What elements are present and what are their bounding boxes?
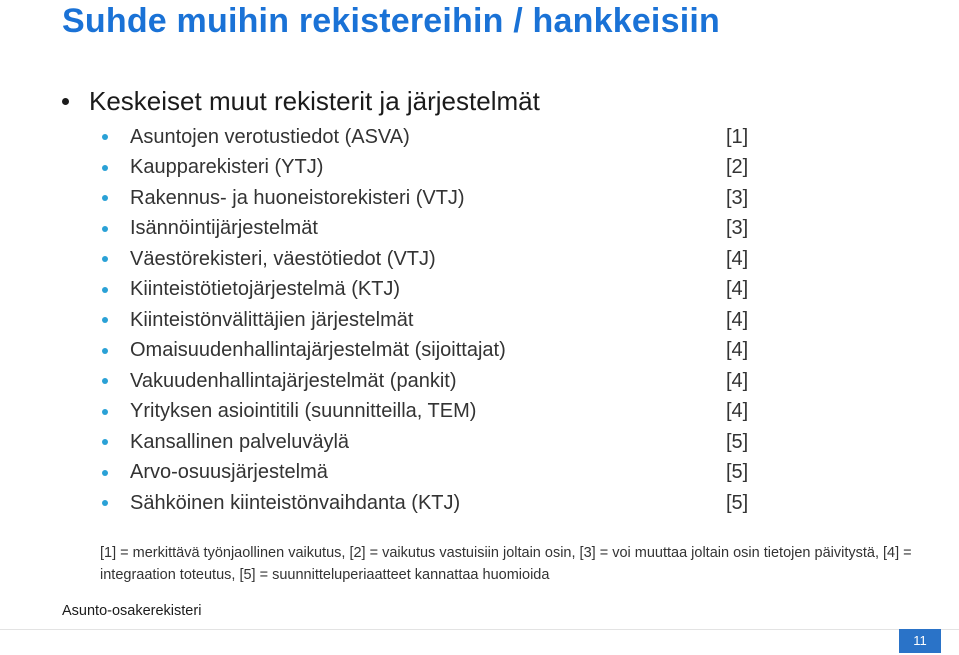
item-label: Isännöintijärjestelmät — [130, 217, 318, 240]
list-item — [102, 336, 762, 367]
bullet-dot-icon — [102, 378, 108, 384]
list-item — [102, 244, 762, 275]
bullet-dot-icon — [102, 317, 108, 323]
bullet-dot-icon — [102, 500, 108, 506]
bullet-dot-icon — [102, 470, 108, 476]
list-item — [102, 275, 762, 306]
main-bullet — [62, 86, 540, 117]
bullet-dot-icon — [102, 195, 108, 201]
item-label: Väestörekisteri, väestötiedot (VTJ) — [130, 247, 436, 270]
list-item — [102, 153, 762, 184]
item-reference: [5] — [726, 491, 749, 514]
bullet-dot-icon — [102, 409, 108, 415]
item-reference: [4] — [726, 400, 749, 423]
item-reference: [4] — [726, 369, 749, 392]
register-list — [102, 122, 762, 519]
item-label: Yrityksen asiointitili (suunnitteilla, TEM) — [130, 400, 477, 423]
footer-label: Asunto-osakerekisteri — [62, 603, 202, 619]
list-item — [102, 488, 762, 519]
item-label: Omaisuudenhallintajärjestelmät (sijoittajat) — [130, 339, 506, 362]
item-label: Sähköinen kiinteistönvaihdanta (KTJ) — [130, 491, 461, 514]
list-item — [102, 214, 762, 245]
bullet-dot-icon — [102, 439, 108, 445]
list-item — [102, 183, 762, 214]
item-reference: [5] — [726, 461, 749, 484]
item-label: Asuntojen verotustiedot (ASVA) — [130, 125, 410, 148]
list-item — [102, 458, 762, 489]
list-item — [102, 122, 762, 153]
item-reference: [3] — [726, 186, 749, 209]
list-item — [102, 427, 762, 458]
item-label: Kiinteistötietojärjestelmä (KTJ) — [130, 278, 401, 301]
bullet-dot-icon — [102, 134, 108, 140]
item-label: Kiinteistönvälittäjien järjestelmät — [130, 308, 414, 331]
item-label: Kaupparekisteri (YTJ) — [130, 156, 324, 179]
bullet-dot-icon — [62, 98, 69, 105]
item-reference: [4] — [726, 278, 749, 301]
item-reference: [3] — [726, 217, 749, 240]
footnote-legend: [1] = merkittävä työnjaollinen vaikutus, [2] = vaikutus vastuisiin joltain osin, [3] = voi muuttaa joltain osin tietojen päivitystä, [4] = integraation toteutus, [5] = suunnitteluperiaatteet kannattaa huomioida — [100, 545, 912, 583]
bullet-dot-icon — [102, 256, 108, 262]
item-label: Rakennus- ja huoneistorekisteri (VTJ) — [130, 186, 465, 209]
item-reference: [2] — [726, 156, 749, 179]
divider — [0, 629, 959, 630]
bullet-dot-icon — [102, 165, 108, 171]
bullet-dot-icon — [102, 287, 108, 293]
item-reference: [4] — [726, 247, 749, 270]
item-label: Arvo-osuusjärjestelmä — [130, 461, 328, 484]
bullet-dot-icon — [102, 348, 108, 354]
item-reference: [4] — [726, 308, 749, 331]
item-reference: [1] — [726, 125, 749, 148]
item-label: Kansallinen palveluväylä — [130, 430, 350, 453]
main-bullet-text: Keskeiset muut rekisterit ja järjestelmät — [89, 86, 540, 116]
list-item — [102, 305, 762, 336]
page-number: 11 — [899, 629, 941, 653]
item-label: Vakuudenhallintajärjestelmät (pankit) — [130, 369, 457, 392]
slide-title: Suhde muihin rekistereihin / hankkeisiin — [62, 2, 720, 40]
bottom-bar — [0, 629, 959, 655]
list-item — [102, 366, 762, 397]
list-item — [102, 397, 762, 428]
item-reference: [4] — [726, 339, 749, 362]
item-reference: [5] — [726, 430, 749, 453]
bullet-dot-icon — [102, 226, 108, 232]
